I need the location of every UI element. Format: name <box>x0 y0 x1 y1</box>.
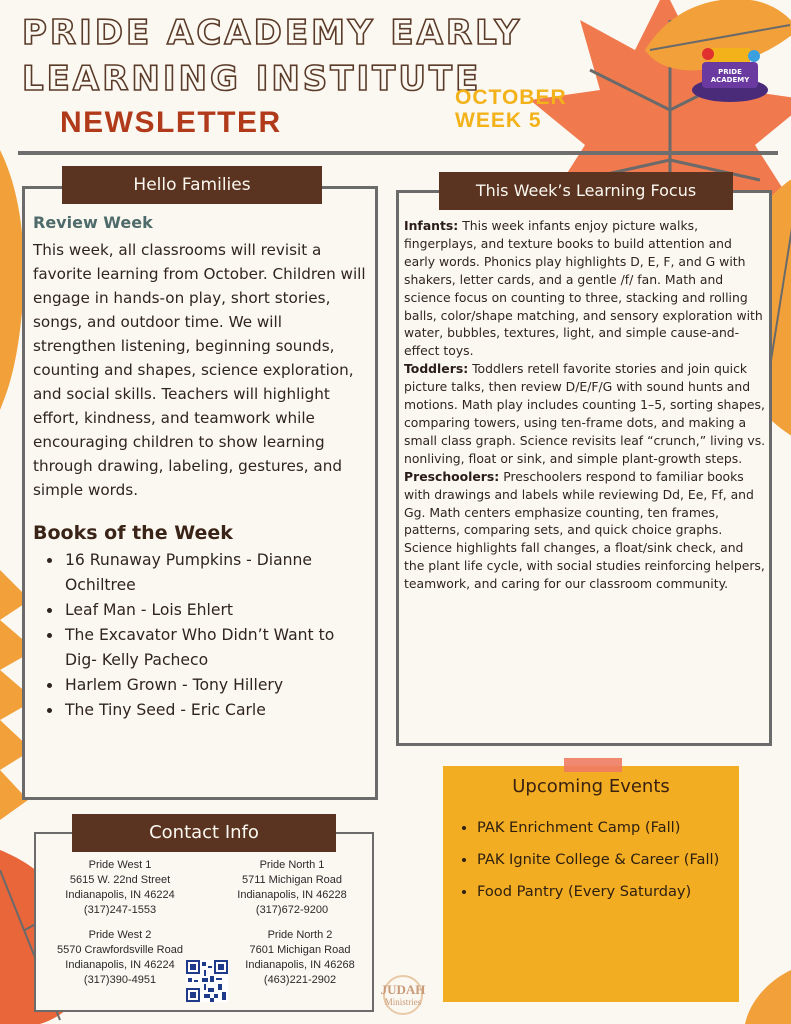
location-city: Indianapolis, IN 46268 <box>245 959 355 971</box>
location-street: 7601 Michigan Road <box>249 944 351 956</box>
focus-text <box>404 217 766 593</box>
location-street: 5711 Michigan Road <box>241 874 343 886</box>
focus-preschoolers-text: Preschoolers respond to familiar books with drawings and labels while reviewing Dd, Ee, Ff, and Gg. Math centers emphasize counting, ten frames, patterns, comparing sets, and quick choice graphs. Science highlights fall changes, a float/sink check, and the plant life cycle, with social studies reinforcing helpers, teamwork, and caring for our classroom community. <box>404 468 765 592</box>
week-label <box>455 86 567 132</box>
title-line-2: LEARNING INSTITUTE <box>22 59 482 99</box>
hello-body-text: This week, all classrooms will revisit a favorite learning from October. Children will engage in hands-on play, short stories, songs, and outdoor time. We will strengthen listening, beginning sounds, counting and shapes, science exploration, and social skills. Teachers will highlight effort, kindness, and teamwork while encouraging children to show learning through drawing, labeling, gestures, and simple words. <box>33 241 366 499</box>
location-phone: (317)672-9200 <box>255 904 329 916</box>
pride-academy-logo <box>690 42 770 104</box>
header-divider <box>18 151 778 155</box>
week-month: OCTOBER <box>455 86 567 109</box>
logo-text: PRIDE ACADEMY <box>710 68 750 84</box>
location-pride-north-1 <box>208 858 376 918</box>
list-item: • The Excavator Who Didn’t Want to Dig- Kelly Pacheco <box>63 623 369 673</box>
books-list <box>33 548 369 723</box>
focus-infants-text: This week infants enjoy picture walks, fingerplays, and texture books to build attention and early words. Phonics play highlights D, E, F, and G with shakers, letter cards, and a gentle /f/ fan. Math and science focus on counting to three, stacking and rolling balls, color/shape matching, and sensory exploration with water, bubbles, textures, light, and simple cause-and-effect toys. <box>404 218 763 359</box>
hello-families-tab: Hello Families <box>62 166 322 204</box>
location-name: Pride North 2 <box>267 929 333 941</box>
location-pride-west-1 <box>36 858 204 918</box>
list-item: • 16 Runaway Pumpkins - Dianne Ochiltree <box>63 548 369 598</box>
location-phone: (317)247-1553 <box>83 904 157 916</box>
location-phone: (463)221-2902 <box>263 974 337 986</box>
location-city: Indianapolis, IN 46224 <box>65 889 175 901</box>
location-city: Indianapolis, IN 46224 <box>65 959 175 971</box>
location-street: 5615 W. 22nd Street <box>69 874 171 886</box>
title-line-1: PRIDE ACADEMY EARLY <box>22 13 523 53</box>
focus-infants-label: Infants: <box>404 218 459 233</box>
judah-ministries-logo <box>372 974 434 1016</box>
logo-line-2: Ministries <box>384 997 422 1007</box>
location-pride-north-2 <box>220 928 380 988</box>
tape-decoration <box>564 758 622 772</box>
week-number: WEEK 5 <box>455 109 542 132</box>
focus-preschoolers <box>404 468 766 593</box>
contact-tab: Contact Info <box>72 814 336 852</box>
location-name: Pride North 1 <box>259 859 325 871</box>
events-heading: Upcoming Events <box>512 776 670 797</box>
location-pride-west-2 <box>36 928 204 988</box>
learning-focus-box <box>396 190 772 746</box>
upcoming-events-box <box>443 766 739 1002</box>
location-phone: (317)390-4951 <box>83 974 157 986</box>
focus-toddlers <box>404 360 766 467</box>
focus-infants <box>404 217 766 360</box>
focus-toddlers-text: Toddlers retell favorite stories and join quick picture talks, then review D/E/F/G with sound hunts and motions. Math play includes counting 1–5, sorting shapes, comparing towers, using ten-frame dots, and making a small class graph. Science revisits leaf “crunch,” living vs. nonliving, float or sink, and simple plant-growth steps. <box>404 361 766 466</box>
location-street: 5570 Crawfordsville Road <box>57 944 183 956</box>
learning-focus-tab: This Week’s Learning Focus <box>439 172 733 210</box>
list-item: • PAK Ignite College & Career (Fall) <box>477 844 747 876</box>
newsletter-label: NEWSLETTER <box>60 106 282 139</box>
list-item: • PAK Enrichment Camp (Fall) <box>477 812 747 844</box>
page-title <box>22 10 522 102</box>
books-heading: Books of the Week <box>33 522 233 544</box>
hello-families-box <box>22 186 378 800</box>
focus-preschoolers-label: Preschoolers: <box>404 468 500 484</box>
review-week-heading: Review Week <box>33 213 153 232</box>
list-item: • Harlem Grown - Tony Hillery <box>63 673 369 698</box>
focus-toddlers-label: Toddlers: <box>404 361 469 377</box>
events-list <box>453 812 747 908</box>
qr-code-icon[interactable] <box>186 960 228 1002</box>
list-item: • Food Pantry (Every Saturday) <box>477 876 747 908</box>
location-city: Indianapolis, IN 46228 <box>237 889 347 901</box>
location-name: Pride West 1 <box>88 859 152 871</box>
list-item: • Leaf Man - Lois Ehlert <box>63 598 369 623</box>
logo-line-1: JUDAH <box>380 982 426 997</box>
leaf-bottom-right-icon <box>740 970 791 1024</box>
list-item: • The Tiny Seed - Eric Carle <box>63 698 369 723</box>
location-name: Pride West 2 <box>88 929 152 941</box>
